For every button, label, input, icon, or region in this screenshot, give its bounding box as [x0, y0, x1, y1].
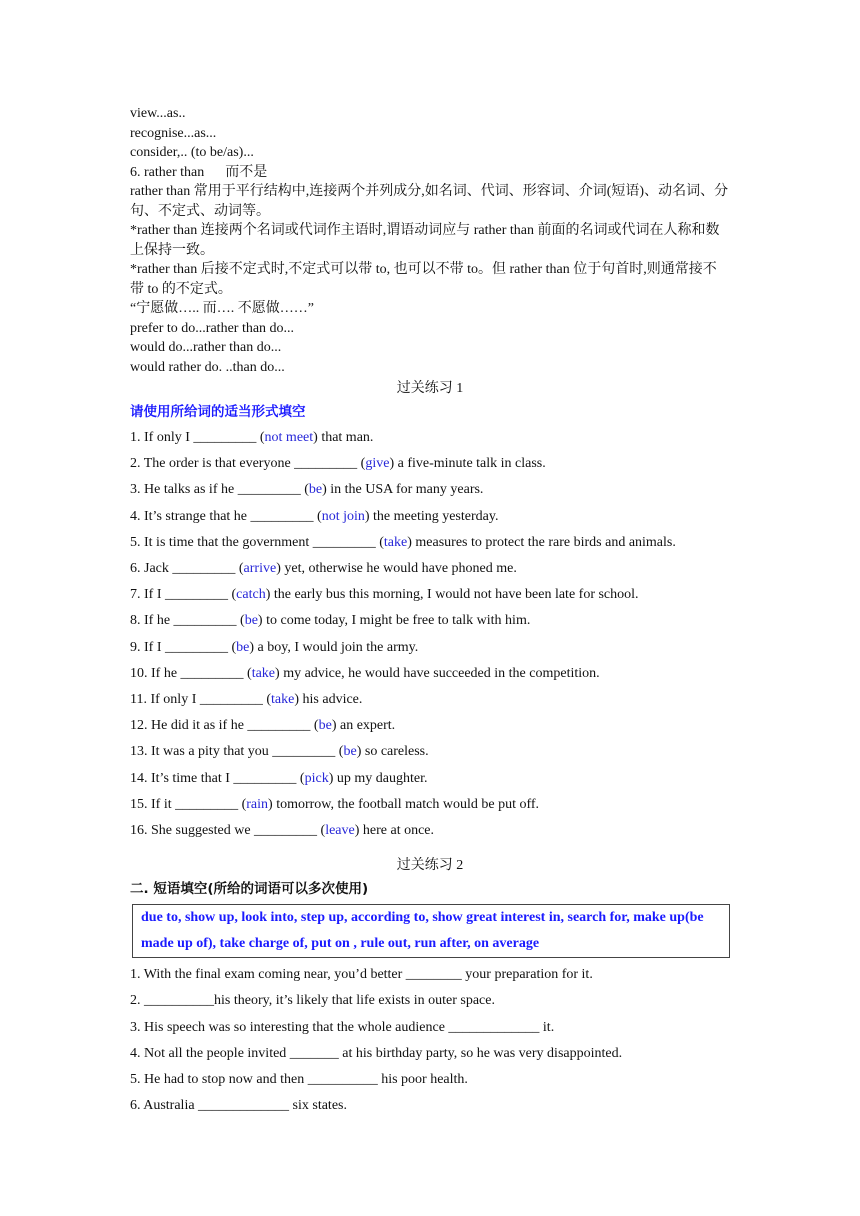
- question-text: ) the early bus this morning, I would not have been late for school.: [265, 587, 639, 603]
- verb-hint: catch: [236, 587, 266, 603]
- question-text: ) here at once.: [354, 823, 435, 839]
- verb-hint: leave: [325, 823, 355, 839]
- verb-hint: pick: [304, 770, 329, 786]
- intro-line: recognise...as...: [130, 125, 217, 141]
- exercise-question: [130, 661, 730, 687]
- question-text: 7. If I _________ (: [130, 587, 237, 603]
- exercise-question: [130, 766, 730, 792]
- word-box: due to, show up, look into, step up, according to, show great interest in, search for, make up(be made up of), take charge of, put on , rule out, run after, on average: [132, 904, 730, 958]
- verb-hint: be: [318, 718, 332, 734]
- exercise-question: [130, 739, 730, 765]
- question-text: 14. It’s time that I _________ (: [130, 770, 305, 786]
- explanation-paragraph: rather than 常用于平行结构中,连接两个并列成分,如名词、代词、形容词、介词(短语)、动名词、分句、不定式、动词等。: [130, 184, 729, 219]
- question-text: ) my advice, he would have succeeded in the competition.: [275, 665, 600, 681]
- verb-hint: take: [383, 534, 408, 550]
- verb-hint: arrive: [243, 561, 277, 577]
- verb-hint: rain: [246, 796, 269, 812]
- question-text: ) to come today, I might be free to talk with him.: [257, 613, 531, 629]
- question-text: 16. She suggested we _________ (: [130, 823, 326, 839]
- exercise-question: [130, 556, 730, 582]
- exercise-question: [130, 530, 730, 556]
- pattern-line: would do...rather than do...: [130, 340, 282, 355]
- exercise-question: [130, 608, 730, 634]
- question-text: ) so careless.: [356, 744, 429, 760]
- pattern-block: [130, 299, 730, 377]
- verb-hint: be: [244, 613, 258, 629]
- pattern-line: “宁愿做….. 而…. 不愿做……”: [130, 301, 314, 316]
- pattern-line: prefer to do...rather than do...: [130, 320, 295, 336]
- verb-hint: be: [343, 744, 357, 760]
- question-text: 6. Jack _________ (: [130, 561, 244, 577]
- section1-title: 过关练习 1: [396, 381, 464, 396]
- question-text: ) that man.: [313, 430, 374, 445]
- exercise-question: 2. __________his theory, it’s likely that life exists in outer space.: [130, 993, 495, 1009]
- exercise-question: [130, 451, 730, 477]
- exercise-question: [130, 425, 730, 451]
- exercise-question: [130, 504, 730, 530]
- question-text: ) in the USA for many years.: [322, 482, 484, 498]
- exercise-question: [130, 477, 730, 503]
- question-text: 13. It was a pity that you _________ (: [130, 744, 344, 760]
- exercise-question: [130, 713, 730, 739]
- question-text: ) measures to protect the rare birds and animals.: [407, 534, 676, 550]
- question-text: 12. He did it as if he _________ (: [130, 718, 319, 734]
- question-text: 15. If it _________ (: [130, 796, 247, 812]
- document-page: [130, 104, 730, 1119]
- verb-hint: not join: [321, 508, 365, 524]
- question-text: ) a five-minute talk in class.: [389, 456, 546, 472]
- verb-hint: take: [271, 692, 295, 708]
- question-text: ) up my daughter.: [328, 770, 428, 786]
- intro-line: 6. rather than 而不是: [130, 164, 268, 180]
- explanation-paragraph: *rather than 后接不定式时,不定式可以带 to, 也可以不带 to。但 rather than 位于句首时,则通常接不带 to 的不定式。: [130, 262, 717, 297]
- question-text: ) the meeting yesterday.: [364, 508, 499, 524]
- exercise-question: 1. With the final exam coming near, you’d better ________ your preparation for it.: [130, 967, 593, 983]
- intro-line: view...as..: [130, 106, 186, 121]
- exercise-question: [130, 792, 730, 818]
- exercise-question: [130, 818, 730, 844]
- question-text: ) yet, otherwise he would have phoned me.: [276, 561, 517, 577]
- exercise-question: 5. He had to stop now and then __________ his poor health.: [130, 1072, 468, 1088]
- verb-hint: give: [365, 456, 390, 472]
- question-text: ) his advice.: [294, 692, 363, 708]
- question-text: 4. It’s strange that he _________ (: [130, 508, 322, 524]
- section2-questions: [130, 962, 730, 1119]
- exercise-question: 3. His speech was so interesting that the whole audience _____________ it.: [130, 1019, 555, 1035]
- question-text: ) an expert.: [331, 718, 396, 734]
- exercise-question: [130, 582, 730, 608]
- section2-title: 过关练习 2: [396, 858, 464, 874]
- question-text: 5. It is time that the government _________ (: [130, 534, 384, 550]
- question-text: 8. If he _________ (: [130, 613, 245, 629]
- section1-questions: [130, 425, 730, 844]
- explanation-paragraph: *rather than 连接两个名词或代词作主语时,谓语动词应与 rather than 前面的名词或代词在人称和数上保持一致。: [130, 223, 720, 258]
- question-text: 2. The order is that everyone _________ (: [130, 456, 366, 472]
- question-text: 11. If only I _________ (: [130, 692, 272, 708]
- exercise-question: [130, 635, 730, 661]
- question-text: 9. If I _________ (: [130, 639, 237, 655]
- intro-line: consider,.. (to be/as)...: [130, 145, 254, 160]
- intro-block: [130, 104, 730, 182]
- question-text: 10. If he _________ (: [130, 665, 252, 681]
- exercise-question: [130, 687, 730, 713]
- question-text: 3. He talks as if he _________ (: [130, 482, 309, 498]
- verb-hint: be: [308, 482, 323, 498]
- verb-hint: be: [236, 639, 250, 655]
- verb-hint: not meet: [264, 430, 314, 445]
- question-text: ) a boy, I would join the army.: [249, 639, 419, 655]
- section2-instruction: 二. 短语填空(所给的词语可以多次使用): [130, 881, 369, 898]
- section1-instruction: 请使用所给词的适当形式填空: [130, 404, 306, 420]
- question-text: ) tomorrow, the football match would be put off.: [268, 796, 540, 812]
- exercise-question: 4. Not all the people invited _______ at his birthday party, so he was very disappointed.: [130, 1045, 623, 1061]
- verb-hint: take: [251, 665, 276, 681]
- pattern-line: would rather do. ..than do...: [130, 359, 285, 375]
- question-text: 1. If only I _________ (: [130, 430, 265, 445]
- exercise-question: 6. Australia _____________ six states.: [130, 1098, 347, 1114]
